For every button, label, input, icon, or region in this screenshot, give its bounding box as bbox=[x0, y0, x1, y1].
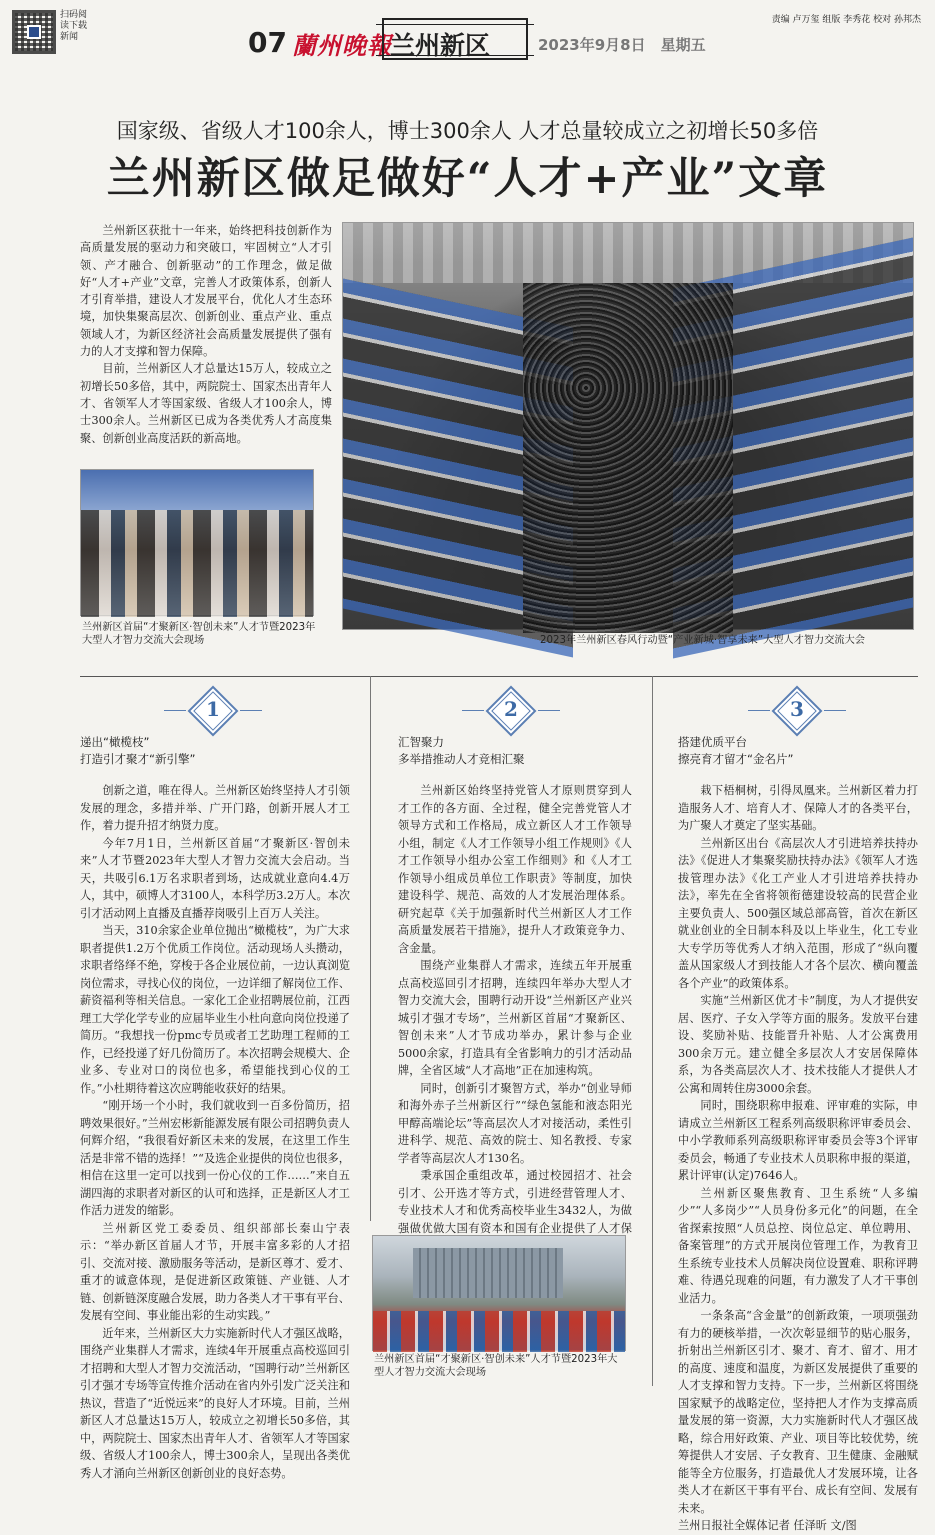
section-number-badge: 1 bbox=[188, 686, 238, 736]
body-paragraph: 创新之道，唯在得人。兰州新区始终坚持人才引领发展的理念，多措并举、广开门路，创新开展人才工作，着力提升招才纳贤力度。 bbox=[80, 784, 350, 832]
article-subheadline: 国家级、省级人才100余人，博士300余人 人才总量较成立之初增长50多倍 bbox=[116, 119, 819, 143]
section-heading: 递出“橄榄枝” 打造引才聚才“新引擎” bbox=[80, 735, 196, 766]
scan-hint: 扫码阅读下载新闻 bbox=[60, 10, 88, 42]
section-divider bbox=[80, 676, 918, 677]
job-fair-plaza-photo bbox=[372, 1235, 626, 1351]
article-column-1 bbox=[80, 734, 350, 1482]
article-headline: 兰州新区做足做好“人才+产业”文章 bbox=[106, 154, 829, 204]
body-paragraph: 同时，围绕职称申报难、评审难的实际，申请成立兰州新区工程系列高级职称评审委员会、中小学教师系列高级职称评审委员会等3个评审委员会，畅通了专业技术人员职称申报的渠道，累计评审(认定)7646人。 bbox=[678, 1099, 918, 1182]
newspaper-logo: 蘭州晚報 bbox=[292, 31, 392, 60]
page-number: 07 bbox=[248, 26, 287, 59]
body-paragraph: 当天，310余家企业单位抛出“橄榄枝”，为广大求职者提供1.2万个优质工作岗位。活动现场人头攒动，求职者络绎不绝，穿梭于各企业展位前，一边认真浏览岗位需求，寻找心仪的岗位，一边详细了解岗位工作、薪资福利等相关信息。一家化工企业招聘展位前，江西理工大学化学专业的应届毕业生小杜向意向岗位投递了简历。“我想找一份pmc专员或者工艺助理工程师的工作，已经投递了好几份简历了。本次招聘会规模大、企业多、专业对口的岗位也多，希望能找到心仪的工作。”小杜期待着这次应聘能收获好的结果。 bbox=[80, 924, 350, 1095]
section-title-box bbox=[382, 18, 528, 60]
body-paragraph: 栽下梧桐树，引得凤凰来。兰州新区着力打造服务人才、培育人才、保障人才的各类平台，为广聚人才奠定了坚实基础。 bbox=[678, 784, 918, 832]
body-paragraph: 兰州新区出台《高层次人才引进培养扶持办法》《促进人才集聚奖励扶持办法》《领军人才选拔管理办法》《化工产业人才引进培养扶持办法》，率先在全省将领衔德建设较高的民营企业主要负责人、500强区域总部高管，首次在新区就业创业的全日制本科及以上毕业生，化工专业大专学历等优秀人才纳入范围，形成了“纵向覆盖从国家级人才到技能人才各个层次、横向覆盖各个产业”的政策体系。 bbox=[678, 836, 918, 990]
body-paragraph: 同时，创新引才聚智方式，举办“创业导师和海外赤子兰州新区行”“绿色氢能和液态阳光甲醇高端论坛”等高层次人才对接活动，柔性引进科学、规范、高效的院士、知名教授、专家学者等高层次人才130名。 bbox=[398, 1081, 632, 1165]
column-divider bbox=[652, 676, 653, 1386]
body-paragraph: 一条条高“含金量”的创新政策，一项项强劲有力的硬核举措，一次次彰显细节的贴心服务，折射出兰州新区引才、聚才、育才、留才、用才的高度、速度和温度，为新区发展提供了重要的人才支撑和智力支持。下一步，兰州新区将围绕国家赋予的战略定位，坚持把人才作为支撑高质量发展的第一资源，大力实施新时代人才强区战略，综合用好政策、产业、项目等比较优势，统筹提供人才安居、子女教育、卫生健康、金融赋能等全方位服务，打造最优人才发展环境，让各类人才在新区干事有平台、成长有空间、发展有未来。 bbox=[678, 1309, 918, 1515]
section-heading: 汇智聚力 多举措推动人才竞相汇聚 bbox=[398, 735, 525, 766]
section-heading: 搭建优质平台 擦亮育才留才“金名片” bbox=[678, 735, 794, 766]
body-paragraph: 近年来，兰州新区大力实施新时代人才强区战略，围绕产业集群人才需求，连续4年开展重点高校巡回引才招聘和大型人才智力交流活动，“国聘行动”兰州新区引才强才专场等宣传推介活动在省内外引发广泛关注和热议，营造了“近悦远来”的良好人才环境。目前，兰州新区人才总量达15万人，较成立之初增长50多倍，其中，两院院士、国家杰出青年人才、省领军人才等国家级、省级人才100余人，博士300余人，呈现出各类优秀人才涌向兰州新区创新创业的良好态势。 bbox=[80, 1326, 350, 1480]
qr-logo-icon bbox=[27, 25, 41, 39]
author-byline: 兰州日报社全媒体记者 任泽昕 文/图 bbox=[678, 1519, 857, 1532]
body-paragraph: 兰州新区党工委委员、组织部部长秦山宁表示：“举办新区首届人才节，开展丰富多彩的人才招引、交流对接、激励服务等活动，是新区尊才、爱才、重才的诚意体现，是促进新区政策链、产业链、人才链、创新链深度融合发展，助力各类人才干事有平台、发展有空间、事业能出彩的生动实践。” bbox=[80, 1221, 350, 1322]
section-number-badge: 2 bbox=[486, 686, 536, 736]
body-paragraph: 秉承国企重组改革，通过校园招才、社会引才、公开选才等方式，引进经营管理人才、专业技术人才和优秀高校毕业生3432人，为做强做优做大国有资本和国有企业提供了人才保 bbox=[398, 1169, 632, 1235]
section-number-badge: 3 bbox=[772, 686, 822, 736]
photo-caption: 2023年兰州新区春风行动暨“产业新城·智享未来”大型人才智力交流大会 bbox=[540, 635, 865, 646]
body-paragraph: 围绕产业集群人才需求，连续五年开展重点高校巡回引才招聘，连续四年举办大型人才智力交流大会，围聘行动开设“兰州新区产业兴城引才强才专场”，兰州新区首届“才聚新区、智创未来”人才节成功举办，累计参与企业5000余家，打造具有全省影响力的引才活动品牌，全省区域“人才高地”正在加速构筑。 bbox=[398, 959, 632, 1077]
page-header bbox=[0, 0, 935, 66]
photo-caption: 兰州新区首届“才聚新区·智创未来”人才节暨2023年大型人才智力交流大会现场 bbox=[82, 622, 316, 646]
intro-paragraph: 兰州新区获批十一年来，始终把科技创新作为高质量发展的驱动力和突破口，牢固树立“人才引领、产才融合、创新驱动”的工作理念，做足做好“人才+产业”文章，完善人才政策体系，创新人才引育举措，建设人才发展平台，优化人才生态环境，加快集聚高层次、创新创业、重点产业、重点领域人才，为新区经济社会高质量发展提供了强有力的人才支撑和智力保障。 bbox=[80, 224, 332, 359]
job-applicants-photo bbox=[80, 469, 314, 616]
body-paragraph: 兰州新区聚焦教育、卫生系统“人多编少”“人多岗少”“人员身份多元化”的问题，在全省探索按照“人员总控、岗位总定、单位聘用、备案管理”的方式开展岗位管理工作，为教育卫生系统专业技术人员解决岗位设置难、职称评聘难、待遇兑现难的问题，有力激发了人才干事创业活力。 bbox=[678, 1186, 918, 1305]
issue-date: 2023年9月8日 星期五 bbox=[538, 36, 706, 54]
job-fair-hall-photo bbox=[342, 222, 914, 630]
column-divider bbox=[370, 676, 371, 1221]
editor-credits: 责编 卢万玺 组版 李秀花 校对 孙邦杰 bbox=[771, 15, 921, 25]
article-column-2 bbox=[398, 734, 632, 1255]
body-paragraph: “刚开场一个小时，我们就收到一百多份简历，招聘效果很好。”兰州宏彬新能源发展有限公司招聘负责人何辉介绍，“我很看好新区未来的发展，在这里工作生活是非常不错的选择！”“及选企业提供的岗位也很多，相信在这里一定可以找到一份心仪的工作……”来自五湖四海的求职者对新区的认可和选择，正是新区人才工作活力迸发的缩影。 bbox=[80, 1099, 350, 1217]
article-column-3 bbox=[678, 734, 918, 1535]
photo-caption: 兰州新区首届“才聚新区·智创未来”人才节暨2023年大型人才智力交流大会现场 bbox=[374, 1354, 618, 1378]
body-paragraph: 实施“兰州新区优才卡”制度，为人才提供安居、医疗、子女入学等方面的服务。发放平台建设、奖励补贴、技能晋升补贴、人才公寓费用300余万元。建立健全多层次人才安居保障体系，为各类高层次人才、技术技能人才提供人才公寓和周转住房3000余套。 bbox=[678, 994, 918, 1095]
section-title: 兰州新区 bbox=[390, 31, 491, 60]
intro-paragraph: 目前，兰州新区人才总量达15万人，较成立之初增长50多倍，其中，两院院士、国家杰出青年人才、省领军人才等国家级、省级人才100余人，博士300余人。兰州新区已成为各类优秀人才高度集聚、创新创业高度活跃的新高地。 bbox=[80, 362, 332, 445]
article-intro bbox=[80, 222, 332, 447]
body-paragraph: 兰州新区始终坚持党管人才原则贯穿到人才工作的各方面、全过程，健全完善党管人才领导方式和工作格局，成立新区人才工作领导小组，制定《人才工作领导小组工作规则》《人才工作领导小组办公室工作细则》和《人才工作领导小组成员单位工作职责》等制度，加快建设科学、规范、高效的人才发展治理体系。研究起草《关于加强新时代兰州新区人才工作高质量发展若干措施》，提升人才政策竞争力、含金量。 bbox=[398, 784, 632, 955]
body-paragraph: 今年7月1日，兰州新区首届“才聚新区·智创未来”人才节暨2023年大型人才智力交流大会启动。当天，共吸引6.1万名求职者到场，达成就业意向4.4万人，其中，硕博人才3100人，本科学历3.2万人。本次引才活动网上直播及直播荐岗吸引上百万人关注。 bbox=[80, 836, 351, 920]
